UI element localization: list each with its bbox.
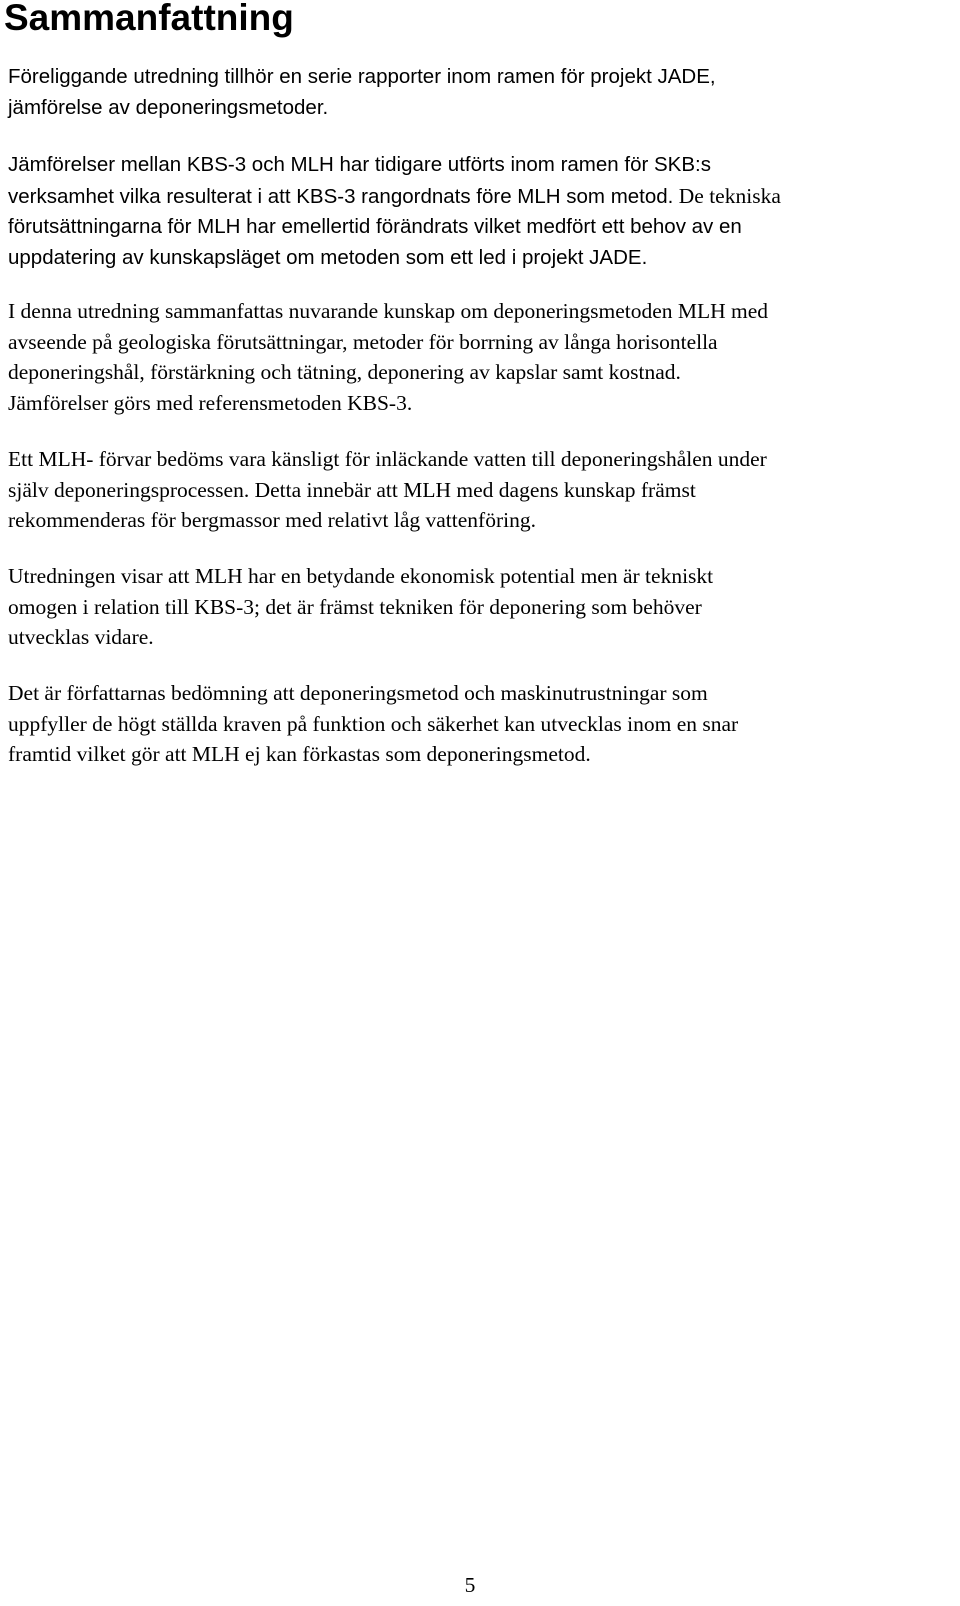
paragraph-line: rekommenderas för bergmassor med relativt låg vattenföring. <box>8 508 536 532</box>
paragraph-line: avseende på geologiska förutsättningar, metoder för borrning av långa horisontella <box>8 329 718 354</box>
paragraph-line: uppdatering av kunskapsläget om metoden som ett led i projekt JADE. <box>8 245 648 269</box>
paragraph-previous-comparisons <box>8 150 948 273</box>
paragraph-line: framtid vilket gör att MLH ej kan förkastas som deponeringsmetod. <box>8 742 591 766</box>
paragraph-line: I denna utredning sammanfattas nuvarande kunskap om deponeringsmetoden MLH med <box>8 299 769 323</box>
paragraph-intro <box>8 62 948 123</box>
paragraph-line: Jämförelser görs med referensmetoden KBS-3. <box>8 390 413 415</box>
page-title: Sammanfattning <box>4 0 294 38</box>
paragraph-summary-scope <box>8 296 948 418</box>
paragraph-line: jämförelse av deponeringsmetoder. <box>8 95 329 119</box>
paragraph-line: Ett MLH- förvar bedöms vara känsligt för inläckande vatten till deponeringshålen under <box>8 447 767 471</box>
paragraph-line: omogen i relation till KBS-3; det är främst tekniken för deponering som behöver <box>8 594 702 619</box>
paragraph-line: deponeringshål, förstärkning och tätning, deponering av kapslar samt kostnad. <box>8 360 681 384</box>
paragraph-line: uppfyller de högt ställda kraven på funktion och säkerhet kan utvecklas inom en snar <box>8 711 739 736</box>
paragraph-line: Jämförelser mellan KBS-3 och MLH har tidigare utförts inom ramen för SKB:s <box>8 153 711 176</box>
paragraph-line-mixed <box>8 181 948 213</box>
paragraph-line: Föreliggande utredning tillhör en serie rapporter inom ramen för projekt JADE, <box>8 65 716 88</box>
paragraph-line: Utredningen visar att MLH har en betydande ekonomisk potential men är tekniskt <box>8 564 714 588</box>
paragraph-line-segment: De tekniska <box>673 183 781 208</box>
paragraph-line: utvecklas vidare. <box>8 625 154 649</box>
paragraph-line: förutsättningarna för MLH har emellertid förändrats vilket medfört ett behov av en <box>8 215 742 238</box>
page-number: 5 <box>464 1573 476 1597</box>
paragraph-line: själv deponeringsprocessen. Detta innebär att MLH med dagens kunskap främst <box>8 477 696 502</box>
paragraph-line: Det är författarnas bedömning att deponeringsmetod och maskinutrustningar som <box>8 681 708 705</box>
paragraph-line-segment: verksamhet vilka resulterat i att KBS-3 rangordnats före MLH som metod. <box>8 184 674 208</box>
paragraph-authors-assessment <box>8 678 948 770</box>
paragraph-water-sensitivity <box>8 444 948 536</box>
paragraph-economic-potential <box>8 561 948 653</box>
